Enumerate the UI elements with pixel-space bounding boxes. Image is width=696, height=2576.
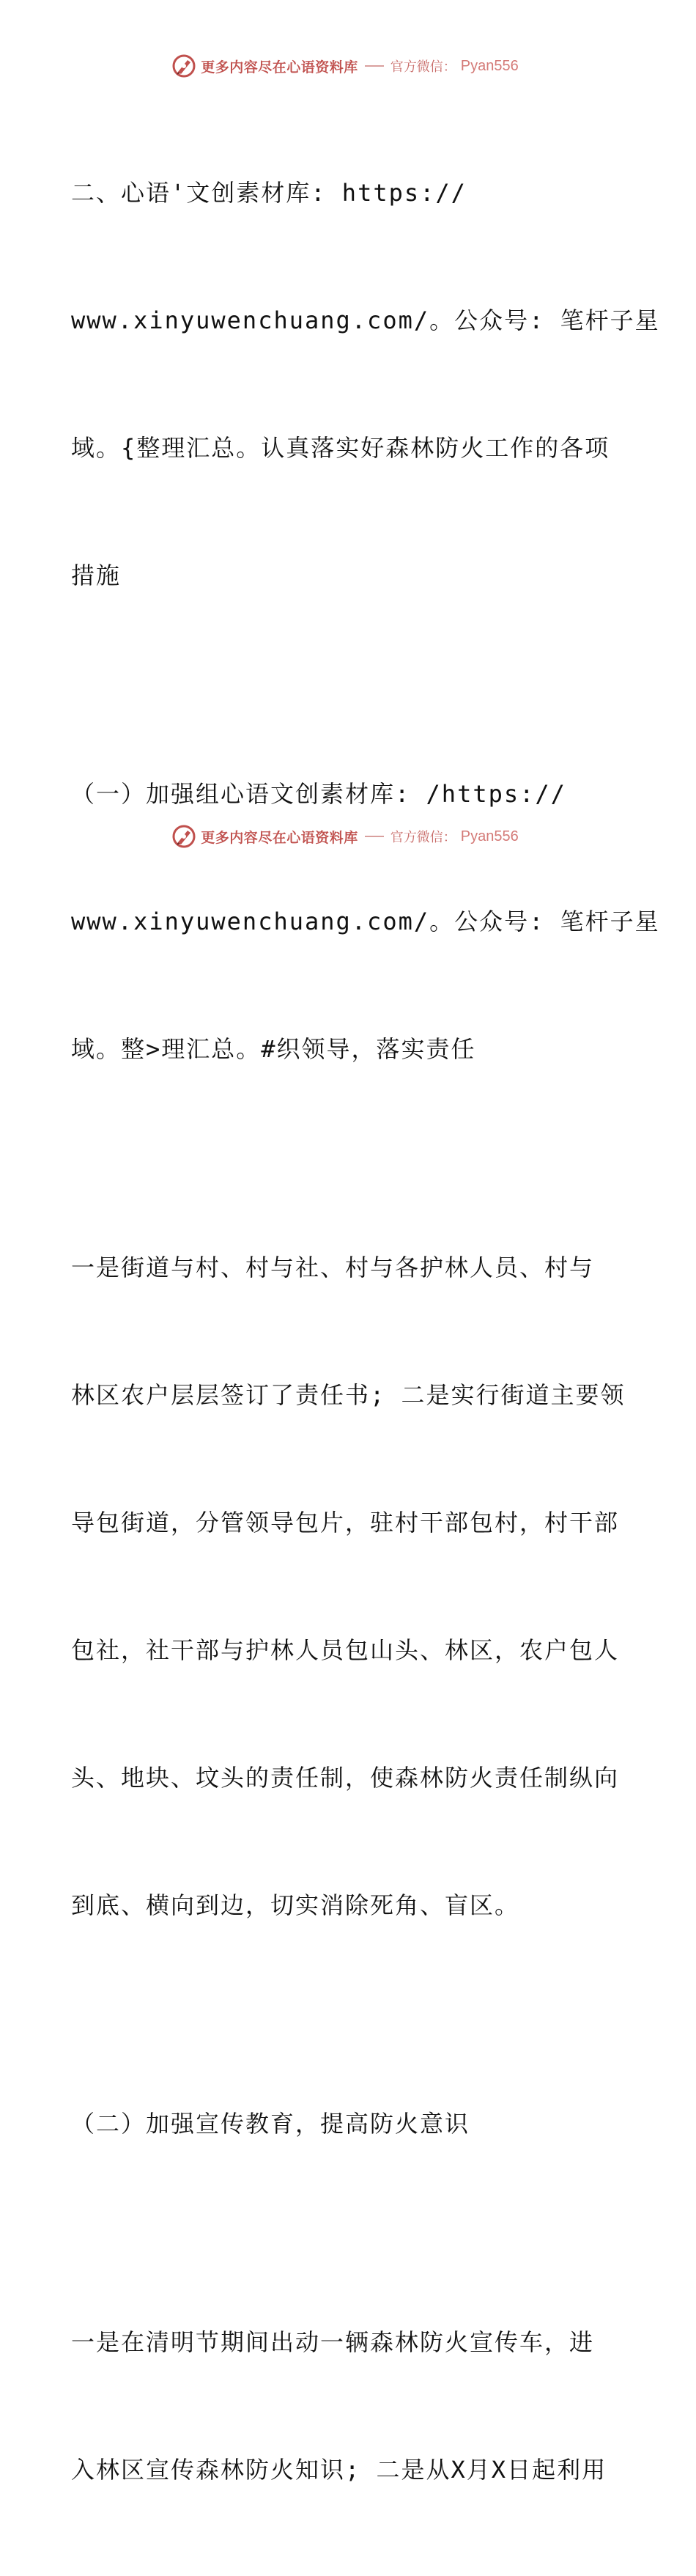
- header-banner: [0, 50, 696, 82]
- section-heading: [71, 2017, 628, 2230]
- text-line: www.xinyuwenchuang.com/。公众号: 笔杆子星: [71, 306, 660, 334]
- text-line: （二）加强宣传教育，提高防火意识: [71, 2110, 470, 2138]
- text-line: 域。整>理汇总。#织领导，落实责任: [71, 1035, 476, 1063]
- banner-wechat-label: 官方微信：: [390, 59, 456, 75]
- text-line: 域。{整理汇总。认真落实好森林防火工作的各项: [71, 434, 610, 462]
- text-line: 一是在清明节期间出动一辆森林防火宣传车，进: [71, 2328, 595, 2356]
- banner-content: [171, 54, 518, 78]
- text-line: www.xinyuwenchuang.com/。公众号: 笔杆子星: [71, 908, 660, 935]
- text-line: （一）加强组心语文创素材库: /https://: [71, 780, 566, 808]
- text-line: 导包街道，分管领导包片，驻村干部包村，村干部: [71, 1509, 620, 1537]
- banner-text: 更多内容尽在心语资料库: [201, 59, 358, 76]
- banner-wechat-label: 官方微信：: [390, 830, 456, 845]
- text-line: 林区农户层层签订了责任书; 二是实行街道主要领: [71, 1381, 626, 1409]
- text-line: 二、心语'文创素材库: https://: [71, 179, 467, 207]
- footer-banner: [0, 820, 696, 853]
- text-line: 到底、横向到边，切实消除死角、盲区。: [71, 1891, 520, 1919]
- banner-wechat-id: Pyan556: [460, 828, 519, 844]
- banner-content: [171, 824, 518, 849]
- text-line: 入林区宣传森林防火知识; 二是从X月X日起利用: [71, 2456, 607, 2484]
- banner-divider: [365, 65, 384, 67]
- paragraph: [71, 1161, 628, 2012]
- pen-logo-icon: [171, 54, 196, 78]
- document-body: [71, 87, 660, 2576]
- banner-divider: [365, 836, 384, 837]
- paragraph: [71, 2236, 628, 2576]
- text-line: 包社，社干部与护林人员包山头、林区，农户包人: [71, 1636, 620, 1664]
- text-line: 一是街道与村、村与社、村与各护林人员、村与: [71, 1254, 595, 1281]
- text-line: 头、地块、坟头的责任制，使森林防火责任制纵向: [71, 1764, 620, 1792]
- banner-wechat-id: Pyan556: [460, 57, 519, 74]
- banner-text: 更多内容尽在心语资料库: [201, 829, 358, 846]
- text-line: 措施: [71, 562, 122, 589]
- pen-logo-icon: [171, 824, 196, 849]
- paragraph: [71, 688, 660, 1155]
- paragraph: [71, 87, 660, 682]
